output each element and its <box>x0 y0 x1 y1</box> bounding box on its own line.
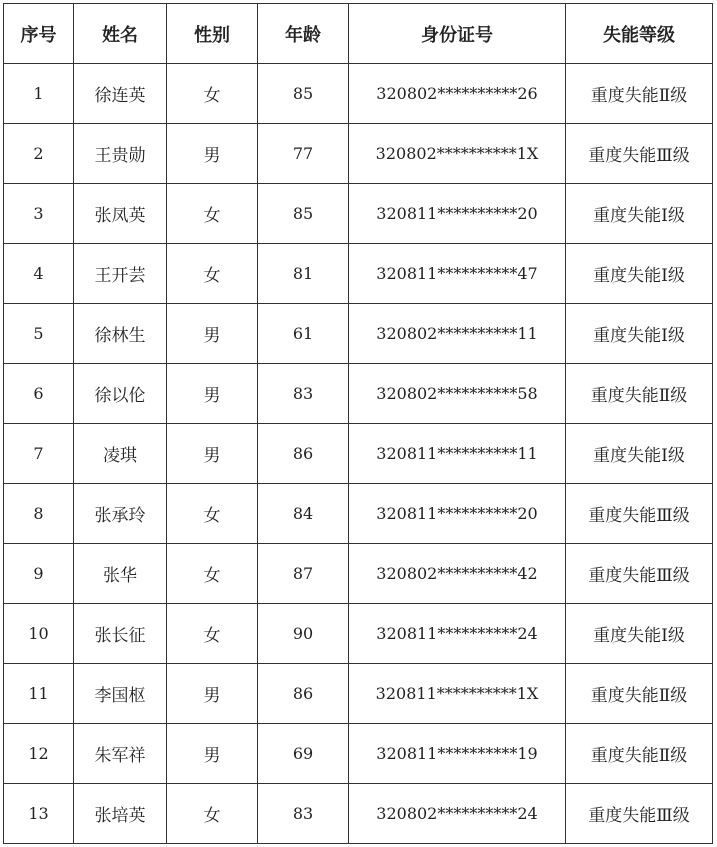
cell-gender: 男 <box>167 124 258 184</box>
cell-gender: 女 <box>167 484 258 544</box>
cell-disability-level: 重度失能Ⅲ级 <box>566 124 713 184</box>
cell-gender: 男 <box>167 664 258 724</box>
cell-name: 王开芸 <box>74 244 167 304</box>
cell-index: 6 <box>4 364 74 424</box>
cell-disability-level: 重度失能Ⅰ级 <box>566 304 713 364</box>
cell-name: 张培英 <box>74 784 167 844</box>
cell-gender: 男 <box>167 424 258 484</box>
cell-gender: 男 <box>167 724 258 784</box>
cell-id-number: 320802**********58 <box>349 364 566 424</box>
table-row <box>4 484 713 544</box>
cell-gender: 女 <box>167 544 258 604</box>
cell-disability-level: 重度失能Ⅰ级 <box>566 184 713 244</box>
cell-gender: 女 <box>167 604 258 664</box>
table-row <box>4 364 713 424</box>
header-name: 姓名 <box>74 4 167 64</box>
table-row <box>4 124 713 184</box>
cell-name: 徐林生 <box>74 304 167 364</box>
header-disability-level: 失能等级 <box>566 4 713 64</box>
table-row <box>4 244 713 304</box>
cell-disability-level: 重度失能Ⅲ级 <box>566 784 713 844</box>
cell-id-number: 320811**********24 <box>349 604 566 664</box>
cell-id-number: 320811**********1X <box>349 664 566 724</box>
table-body <box>4 64 713 844</box>
cell-id-number: 320802**********26 <box>349 64 566 124</box>
cell-name: 张华 <box>74 544 167 604</box>
cell-name: 王贵勋 <box>74 124 167 184</box>
cell-name: 徐以伦 <box>74 364 167 424</box>
cell-name: 张承玲 <box>74 484 167 544</box>
cell-id-number: 320802**********24 <box>349 784 566 844</box>
cell-gender: 女 <box>167 784 258 844</box>
cell-id-number: 320811**********20 <box>349 484 566 544</box>
cell-disability-level: 重度失能Ⅱ级 <box>566 664 713 724</box>
cell-disability-level: 重度失能Ⅰ级 <box>566 424 713 484</box>
cell-age: 87 <box>258 544 349 604</box>
cell-name: 张长征 <box>74 604 167 664</box>
cell-index: 10 <box>4 604 74 664</box>
cell-disability-level: 重度失能Ⅰ级 <box>566 244 713 304</box>
cell-id-number: 320802**********42 <box>349 544 566 604</box>
cell-gender: 男 <box>167 364 258 424</box>
cell-name: 张凤英 <box>74 184 167 244</box>
disability-roster-table <box>3 3 713 844</box>
cell-index: 4 <box>4 244 74 304</box>
cell-gender: 女 <box>167 64 258 124</box>
cell-age: 86 <box>258 664 349 724</box>
table-header-row <box>4 4 713 64</box>
cell-disability-level: 重度失能Ⅱ级 <box>566 64 713 124</box>
cell-name: 徐连英 <box>74 64 167 124</box>
cell-index: 8 <box>4 484 74 544</box>
table-row <box>4 544 713 604</box>
cell-age: 90 <box>258 604 349 664</box>
cell-disability-level: 重度失能Ⅲ级 <box>566 544 713 604</box>
header-gender: 性别 <box>167 4 258 64</box>
cell-index: 13 <box>4 784 74 844</box>
cell-id-number: 320811**********19 <box>349 724 566 784</box>
cell-index: 11 <box>4 664 74 724</box>
cell-gender: 男 <box>167 304 258 364</box>
cell-id-number: 320802**********11 <box>349 304 566 364</box>
cell-age: 83 <box>258 364 349 424</box>
cell-index: 5 <box>4 304 74 364</box>
header-id-number: 身份证号 <box>349 4 566 64</box>
table-row <box>4 64 713 124</box>
table-row <box>4 604 713 664</box>
cell-id-number: 320802**********1X <box>349 124 566 184</box>
cell-age: 86 <box>258 424 349 484</box>
table-row <box>4 784 713 844</box>
cell-disability-level: 重度失能Ⅲ级 <box>566 484 713 544</box>
table-row <box>4 304 713 364</box>
cell-id-number: 320811**********20 <box>349 184 566 244</box>
table-row <box>4 724 713 784</box>
cell-age: 61 <box>258 304 349 364</box>
cell-name: 李国枢 <box>74 664 167 724</box>
cell-age: 69 <box>258 724 349 784</box>
cell-age: 81 <box>258 244 349 304</box>
table-row <box>4 664 713 724</box>
cell-index: 9 <box>4 544 74 604</box>
cell-index: 7 <box>4 424 74 484</box>
cell-index: 12 <box>4 724 74 784</box>
table-row <box>4 184 713 244</box>
cell-age: 84 <box>258 484 349 544</box>
cell-index: 2 <box>4 124 74 184</box>
cell-index: 1 <box>4 64 74 124</box>
table-row <box>4 424 713 484</box>
header-age: 年龄 <box>258 4 349 64</box>
header-index: 序号 <box>4 4 74 64</box>
cell-name: 凌琪 <box>74 424 167 484</box>
cell-id-number: 320811**********47 <box>349 244 566 304</box>
cell-name: 朱军祥 <box>74 724 167 784</box>
cell-gender: 女 <box>167 184 258 244</box>
cell-gender: 女 <box>167 244 258 304</box>
cell-disability-level: 重度失能Ⅰ级 <box>566 604 713 664</box>
cell-index: 3 <box>4 184 74 244</box>
cell-age: 83 <box>258 784 349 844</box>
cell-age: 85 <box>258 184 349 244</box>
cell-id-number: 320811**********11 <box>349 424 566 484</box>
cell-age: 85 <box>258 64 349 124</box>
cell-disability-level: 重度失能Ⅱ级 <box>566 724 713 784</box>
cell-disability-level: 重度失能Ⅱ级 <box>566 364 713 424</box>
cell-age: 77 <box>258 124 349 184</box>
